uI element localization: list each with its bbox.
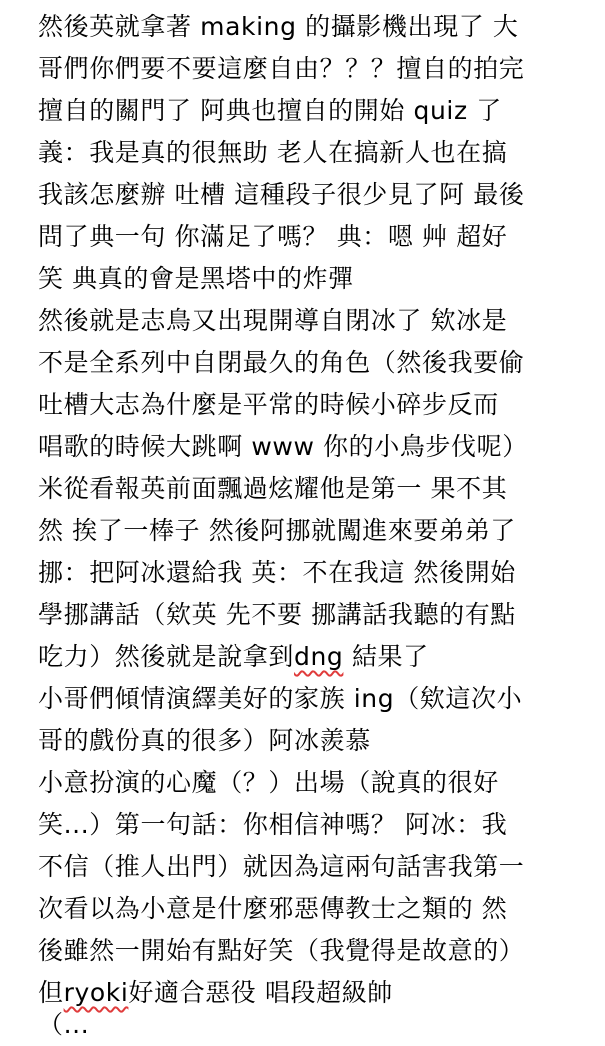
text-line-17: 小哥們傾情演繹美好的家族 ing（欸這次小 — [38, 684, 523, 713]
misspelled-word[interactable]: ryoki — [63, 978, 129, 1007]
text-line-19: 小意扮演的心魔（？）出場（說真的很好 — [38, 768, 499, 797]
text-line-18: 哥的戲份真的很多）阿冰羨慕 — [38, 726, 371, 755]
text-line-24-start: 但 — [38, 978, 64, 1007]
text-line-11: 唱歌的時候大跳啊 www 你的小鳥步伐呢） — [38, 432, 528, 461]
text-line-12: 米從看報英前面飄過炫耀他是第一 果不其 — [38, 474, 508, 503]
text-line-3: 擅自的關門了 阿典也擅自的開始 quiz 了 — [38, 96, 502, 125]
text-line-25-partial: （... — [38, 1010, 90, 1039]
text-line-2: 哥們你們要不要這麼自由？？？擅自的拍完 — [38, 54, 525, 83]
text-line-24-end: 好適合惡役 唱段超級帥 — [128, 978, 393, 1007]
text-line-14: 挪：把阿冰還給我 英：不在我這 然後開始 — [38, 558, 516, 587]
text-line-1: 然後英就拿著 making 的攝影機出現了 大 — [38, 12, 519, 41]
text-line-16-end: 結果了 — [343, 642, 429, 671]
text-line-23: 後雖然一開始有點好笑（我覺得是故意的） — [38, 936, 525, 965]
text-line-8: 然後就是志鳥又出現開導自閉冰了 欸冰是 — [38, 306, 508, 335]
note-body — [38, 6, 586, 1014]
misspelled-word[interactable]: dng — [294, 642, 344, 671]
text-line-7: 笑 典真的會是黑塔中的炸彈 — [38, 264, 354, 293]
text-line-10: 吐槽大志為什麼是平常的時候小碎步反而 — [38, 390, 499, 419]
text-line-4: 義：我是真的很無助 老人在搞新人也在搞 — [38, 138, 508, 167]
text-line-5: 我該怎麼辦 吐槽 這種段子很少見了阿 最後 — [38, 180, 525, 209]
text-line-16-start: 吃力）然後就是說拿到 — [38, 642, 295, 671]
text-line-15: 學挪講話（欸英 先不要 挪講話我聽的有點 — [38, 600, 516, 629]
text-line-6: 問了典一句 你滿足了嗎？ 典：嗯 艸 超好 — [38, 222, 508, 251]
text-line-22: 次看以為小意是什麼邪惡傳教士之類的 然 — [38, 894, 508, 923]
text-line-16 — [38, 636, 586, 678]
text-line-13: 然 挨了一棒子 然後阿挪就闖進來要弟弟了 — [38, 516, 516, 545]
text-line-21: 不信（推人出門）就因為這兩句話害我第一 — [38, 852, 525, 881]
text-line-25-cut — [38, 1008, 586, 1039]
text-line-20: 笑...）第一句話：你相信神嗎？ 阿冰：我 — [38, 810, 508, 839]
text-line-9: 不是全系列中自閉最久的角色（然後我要偷 — [38, 348, 525, 377]
